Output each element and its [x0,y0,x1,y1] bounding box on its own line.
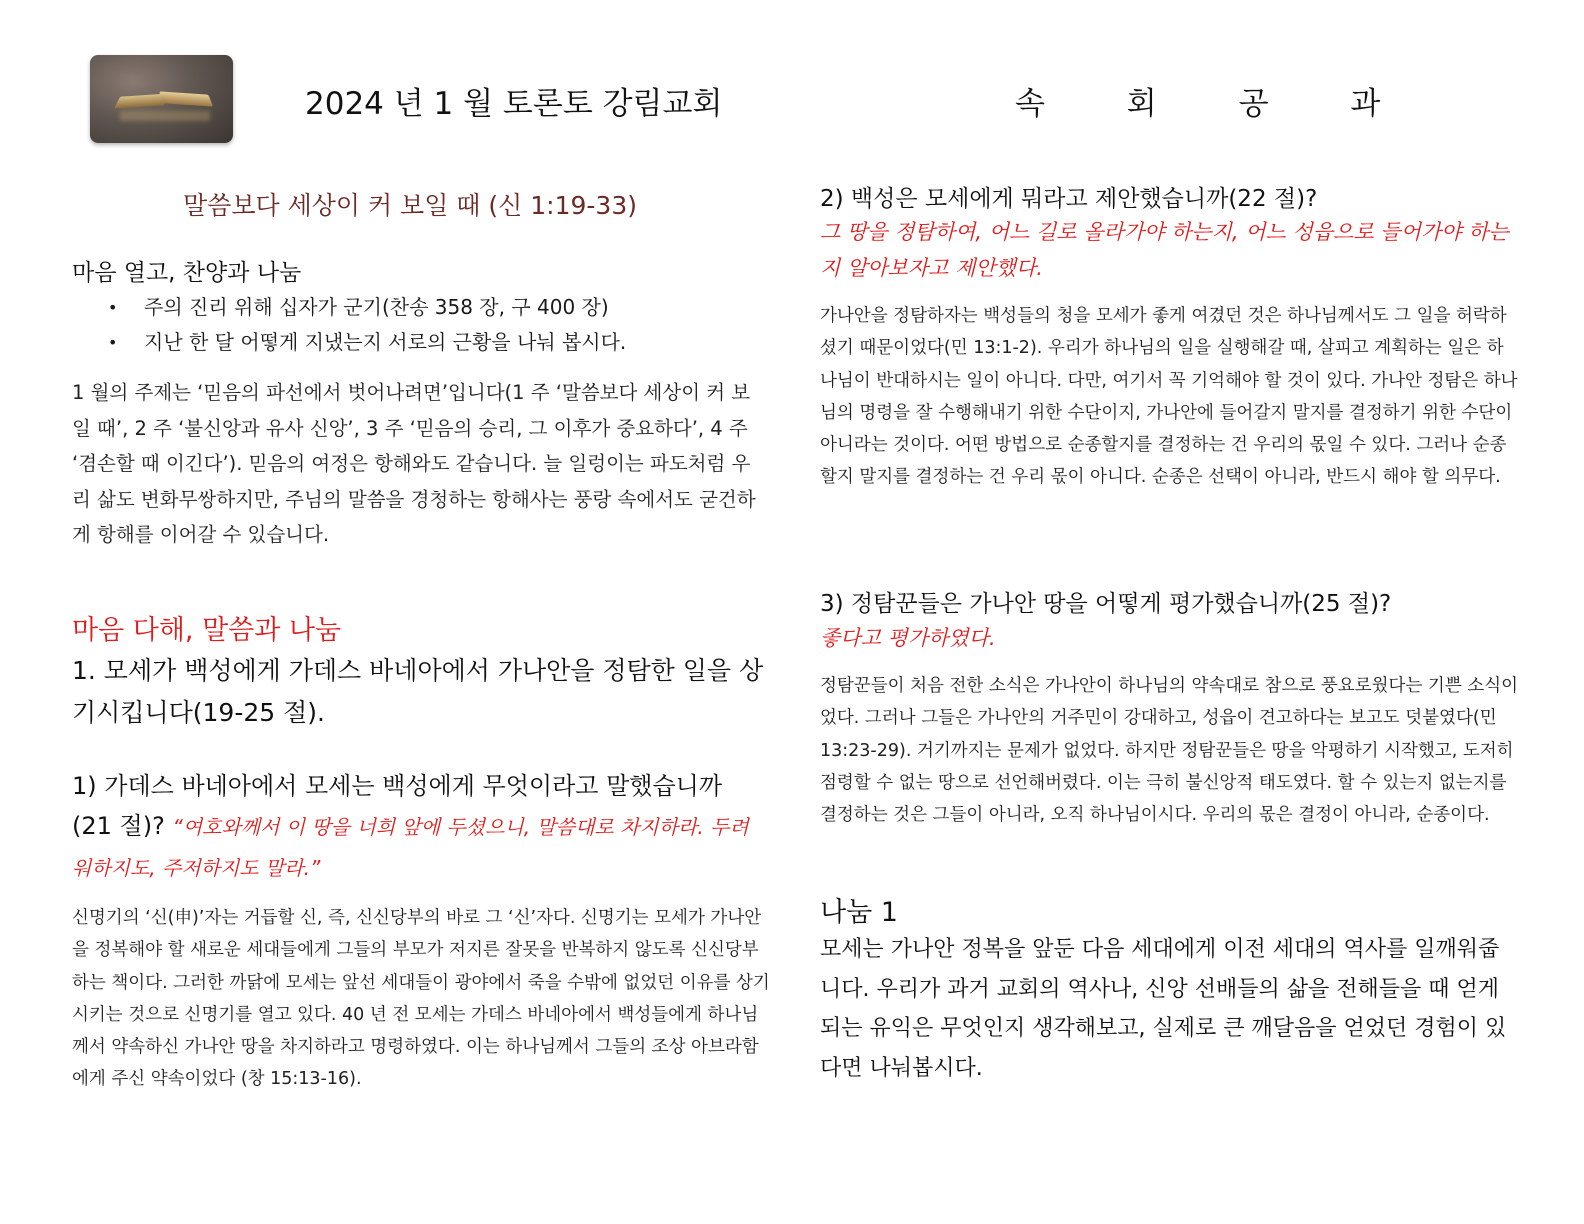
question-1-1-text: 1) 가데스 바네아에서 모세는 백성에게 무엇이라고 말했습니까 (21 절)? [72,772,723,840]
intro-paragraph: 1 월의 주제는 ‘믿음의 파선에서 벗어나려면’입니다(1 주 ‘말씀보다 세상이 커 보일 때’, 2 주 ‘불신앙과 유사 신앙’, 3 주 ‘믿음의 승리, 그 이후가 중요하다’, 4 주 ‘겸손할 때 이긴다’). 믿음의 여정은 항해와도 같습니다. 늘 일렁이는 파도처럼 우리 삶도 변화무쌍하지만, 주님의 말씀을 경청하는 항해사는 풍랑 속에서도 굳건하게 항해를 이어갈 수 있습니다. [72,381,756,546]
lesson-title: 말씀보다 세상이 커 보일 때 (신 1:19-33) [183,191,637,220]
bullet-icon: • [108,298,118,317]
share-heading: 나눔 1 [820,897,898,928]
question-2-answer: 그 땅을 정탐하여, 어느 길로 올라가야 하는지, 어느 성읍으로 들어가야 하는지 알아보자고 제안했다. [820,220,1509,280]
question-3-text: 3) 정탐꾼들은 가나안 땅을 어떻게 평가했습니까(25 절)? [820,591,1392,617]
question-2-text: 2) 백성은 모세에게 뭐라고 제안했습니까(22 절)? [820,186,1318,212]
open-section-bullets [108,290,626,360]
header-title: 2024 년 1 월 토론토 강림교회 [305,86,723,122]
word-section-heading: 마음 다해, 말씀과 나눔 [72,615,342,646]
bullet-item: • 지난 한 달 어떻게 지냈는지 서로의 근황을 나눠 봅시다. [108,325,626,360]
open-section-heading: 마음 열고, 찬양과 나눔 [72,260,302,286]
question-3-answer: 좋다고 평가하였다. [820,626,996,650]
bible-logo-image [90,55,233,143]
share-paragraph: 모세는 가나안 정복을 앞둔 다음 세대에게 이전 세대의 역사를 일깨워줍니다. 우리가 과거 교회의 역사나, 신앙 선배들의 삶을 전해들을 때 얻게 되는 유익은 무엇인지 생각해보고, 실제로 큰 깨달음을 얻었던 경험이 있다면 나눠봅시다. [820,937,1507,1081]
question-1-title: 1. 모세가 백성에게 가데스 바네아에서 가나안을 정탐한 일을 상기시킵니다(19-25 절). [72,656,764,727]
question-1-1 [72,766,762,888]
question-1-1-answer: “여호와께서 이 땅을 너희 앞에 두셨으니, 말씀대로 차지하라. 두려워하지도, 주저하지도 말라.” [72,815,749,880]
bullet-icon: • [108,333,118,352]
question-3-explanation: 정탐꾼들이 처음 전한 소식은 가나안이 하나님의 약속대로 참으로 풍요로웠다는 기쁜 소식이었다. 그러나 그들은 가나안의 거주민이 강대하고, 성읍이 견고하다는 보고도 덧붙였다(민 13:23-29). 거기까지는 문제가 없었다. 하지만 정탐꾼들은 땅을 악평하기 시작했고, 도저히 점령할 수 없는 땅으로 선언해버렸다. 이는 극히 불신앙적 태도였다. 할 수 있는지 없는지를 결정하는 것은 그들이 아니라, 오직 하나님이시다. 우리의 몫은 결정이 아니라, 순종이다. [820,676,1519,826]
bullet-item: • 주의 진리 위해 십자가 군기(찬송 358 장, 구 400 장) [108,290,626,325]
header-right-title: 속 회 공 과 [1015,86,1417,122]
question-1-1-explanation: 신명기의 ‘신(申)’자는 거듭할 신, 즉, 신신당부의 바로 그 ‘신’자다. 신명기는 모세가 가나안을 정복해야 할 새로운 세대들에게 그들의 부모가 저지른 잘못을 반복하지 않도록 신신당부하는 책이다. 그러한 까닭에 모세는 앞선 세대들이 광야에서 죽을 수밖에 없었던 이유를 상기시키는 것으로 신명기를 열고 있다. 40 년 전 모세는 가데스 바네아에서 백성들에게 하나님께서 약속하신 가나안 땅을 차지하라고 명령하였다. 이는 하나님께서 그들의 조상 아브라함에게 주신 약속이었다 (창 15:13-16). [72,908,770,1090]
question-2-explanation: 가나안을 정탐하자는 백성들의 청을 모세가 좋게 여겼던 것은 하나님께서도 그 일을 허락하셨기 때문이었다(민 13:1-2). 우리가 하나님의 일을 실행해갈 때, 살피고 계획하는 일은 하나님이 반대하시는 일이 아니다. 다만, 여기서 꼭 기억해야 할 것이 있다. 가나안 정탐은 하나님의 명령을 잘 수행해내기 위한 수단이지, 가나안에 들어갈지 말지를 결정하기 위한 수단이 아니라는 것이다. 어떤 방법으로 순종할지를 결정하는 건 우리의 몫일 수 있다. 그러나 순종할지 말지를 결정하는 건 우리 몫이 아니다. 순종은 선택이 아니라, 반드시 해야 할 의무다. [820,306,1518,488]
